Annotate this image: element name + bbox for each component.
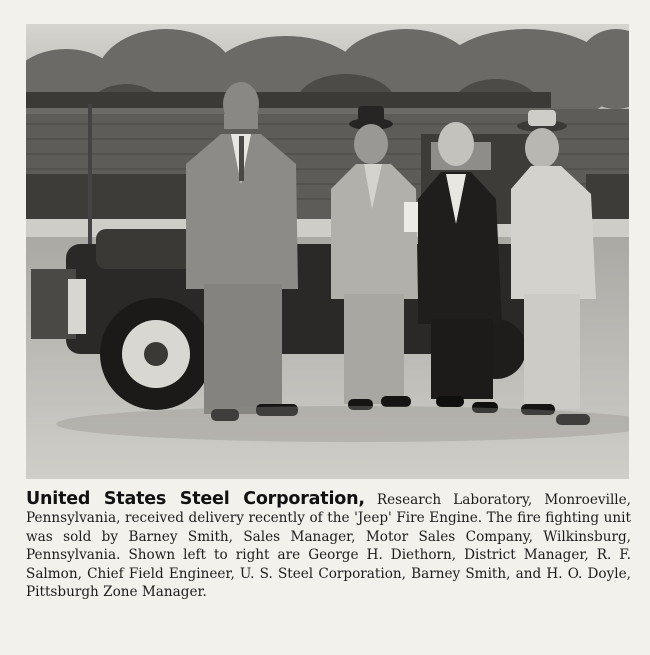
caption-body: Research Laboratory, Monroeville, Pennsylvania, received delivery recently of the 'Jeep' Fire Engine. The fire fighting unit was sold by Barney Smith, Sales Manager, Motor Sales Company, Wilkinsburg, Pennsylvania. Shown left to right are George H. Diethorn, District Manager, R. F. Salmon, Chief Field Engineer, U. S. Steel Corporation, Barney Smith, and H. O. Doyle, Pittsburgh Zone Manager. [26, 492, 632, 601]
caption-headline: United States Steel Corporation, [26, 489, 365, 509]
photo-caption [26, 490, 631, 601]
delivery-photograph [26, 24, 629, 479]
